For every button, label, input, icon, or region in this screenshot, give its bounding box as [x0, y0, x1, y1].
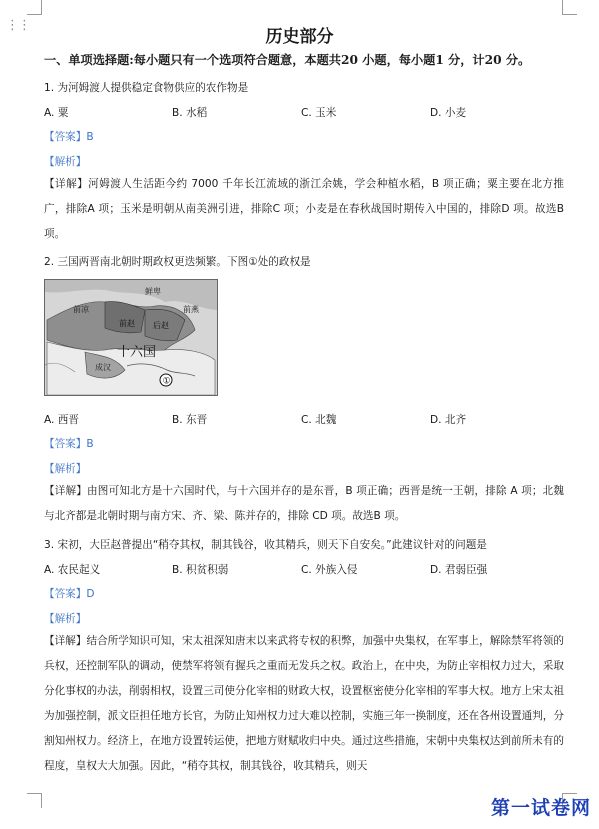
q1-option-b: B. 水稻 — [172, 107, 208, 119]
q2-option-a: A. 西晋 — [44, 414, 79, 426]
q2-analysis-label: 【解析】 — [44, 463, 87, 475]
crop-mark-top-right — [562, 0, 577, 15]
q2-option-c: C. 北魏 — [301, 414, 337, 426]
q1-detail: 【详解】河姆渡人生活距今约 7000 千年长江流域的浙江余姚，学会种植水稻，B 项正确；粟主要在北方推广，排除A 项；玉米是明朝从南美洲引进，排除C 项；小麦是在春秋战国时期传入中国的，排除D 项。故选B 项。 — [44, 178, 564, 240]
q3-option-b: B. 积贫积弱 — [172, 564, 229, 576]
site-watermark: 第一试卷网 — [490, 797, 591, 819]
map-label-qianzhao: 前赵 — [119, 319, 135, 328]
q1-answer: 【答案】B — [44, 131, 94, 143]
question-3-stem: 3. 宋初，大臣赵普提出“稍夺其权，制其钱谷，收其精兵，则天下自安矣。”此建议针对的问题是 — [44, 539, 487, 551]
q3-option-a: A. 农民起义 — [44, 564, 101, 576]
map-label-xianbei: 鲜卑 — [145, 287, 161, 296]
question-2-stem: 2. 三国两晋南北朝时期政权更迭频繁。下图①处的政权是 — [44, 256, 311, 268]
q1-option-a: A. 粟 — [44, 107, 69, 119]
crop-mark-top-left — [27, 0, 42, 15]
q2-option-b: B. 东晋 — [172, 414, 208, 426]
map-label-qianliang: 前凉 — [73, 305, 89, 314]
map-label-qianyan: 前燕 — [183, 305, 199, 314]
q3-option-c: C. 外族入侵 — [301, 564, 358, 576]
historical-map — [44, 279, 218, 396]
section-heading: 一、单项选择题:每小题只有一个选项符合题意，本题共20 小题，每小题1 分，计20 分。 — [44, 53, 531, 67]
q3-answer: 【答案】D — [44, 588, 95, 600]
q2-answer: 【答案】B — [44, 438, 94, 450]
page-title: 历史部分 — [265, 27, 334, 47]
map-label-houzhao: 后赵 — [153, 321, 169, 330]
map-label-chenghan: 成汉 — [95, 363, 111, 372]
question-1-stem: 1. 为河姆渡人提供稳定食物供应的农作物是 — [44, 82, 249, 94]
q2-option-d: D. 北齐 — [430, 414, 467, 426]
map-label-sixteen-kingdoms: 十六国 — [117, 345, 157, 360]
q3-detail: 【详解】结合所学知识可知，宋太祖深知唐末以来武将专权的积弊，加强中央集权，在军事上，解除禁军将领的兵权，还控制军队的调动，使禁军将领有握兵之重而无发兵之权。政治上，在中央，为防止宰相权力过大，采取分化事权的办法，削弱相权，设置三司使分化宰相的财政大权，设置枢密使分化宰相的军事大权。地方上宋太祖为加强控制，派文臣担任地方长官，为防止知州权力过大难以控制，实施三年一换制度，还在各州设置通判，分割知州权力。经济上，在地方设置转运使，把地方财赋收归中央。通过这些措施，宋朝中央集权达到前所未有的程度，皇权大大加强。因此，“稍夺其权，制其钱谷，收其精兵，则天 — [44, 635, 564, 772]
q3-option-d: D. 君弱臣强 — [430, 564, 488, 576]
q3-analysis-label: 【解析】 — [44, 613, 87, 625]
crop-mark-bottom-left — [27, 793, 42, 808]
q1-option-c: C. 玉米 — [301, 107, 337, 119]
q1-analysis-label: 【解析】 — [44, 156, 87, 168]
q1-option-d: D. 小麦 — [430, 107, 467, 119]
map-marker-1: ① — [162, 376, 171, 387]
drag-handle-icon[interactable]: ⋮⋮ — [6, 18, 30, 33]
q2-detail: 【详解】由图可知北方是十六国时代，与十六国并存的是东晋，B 项正确；西晋是统一王朝，排除 A 项；北魏与北齐都是北朝时期与南方宋、齐、梁、陈并存的，排除 CD 项。故选B 项。 — [44, 485, 564, 522]
